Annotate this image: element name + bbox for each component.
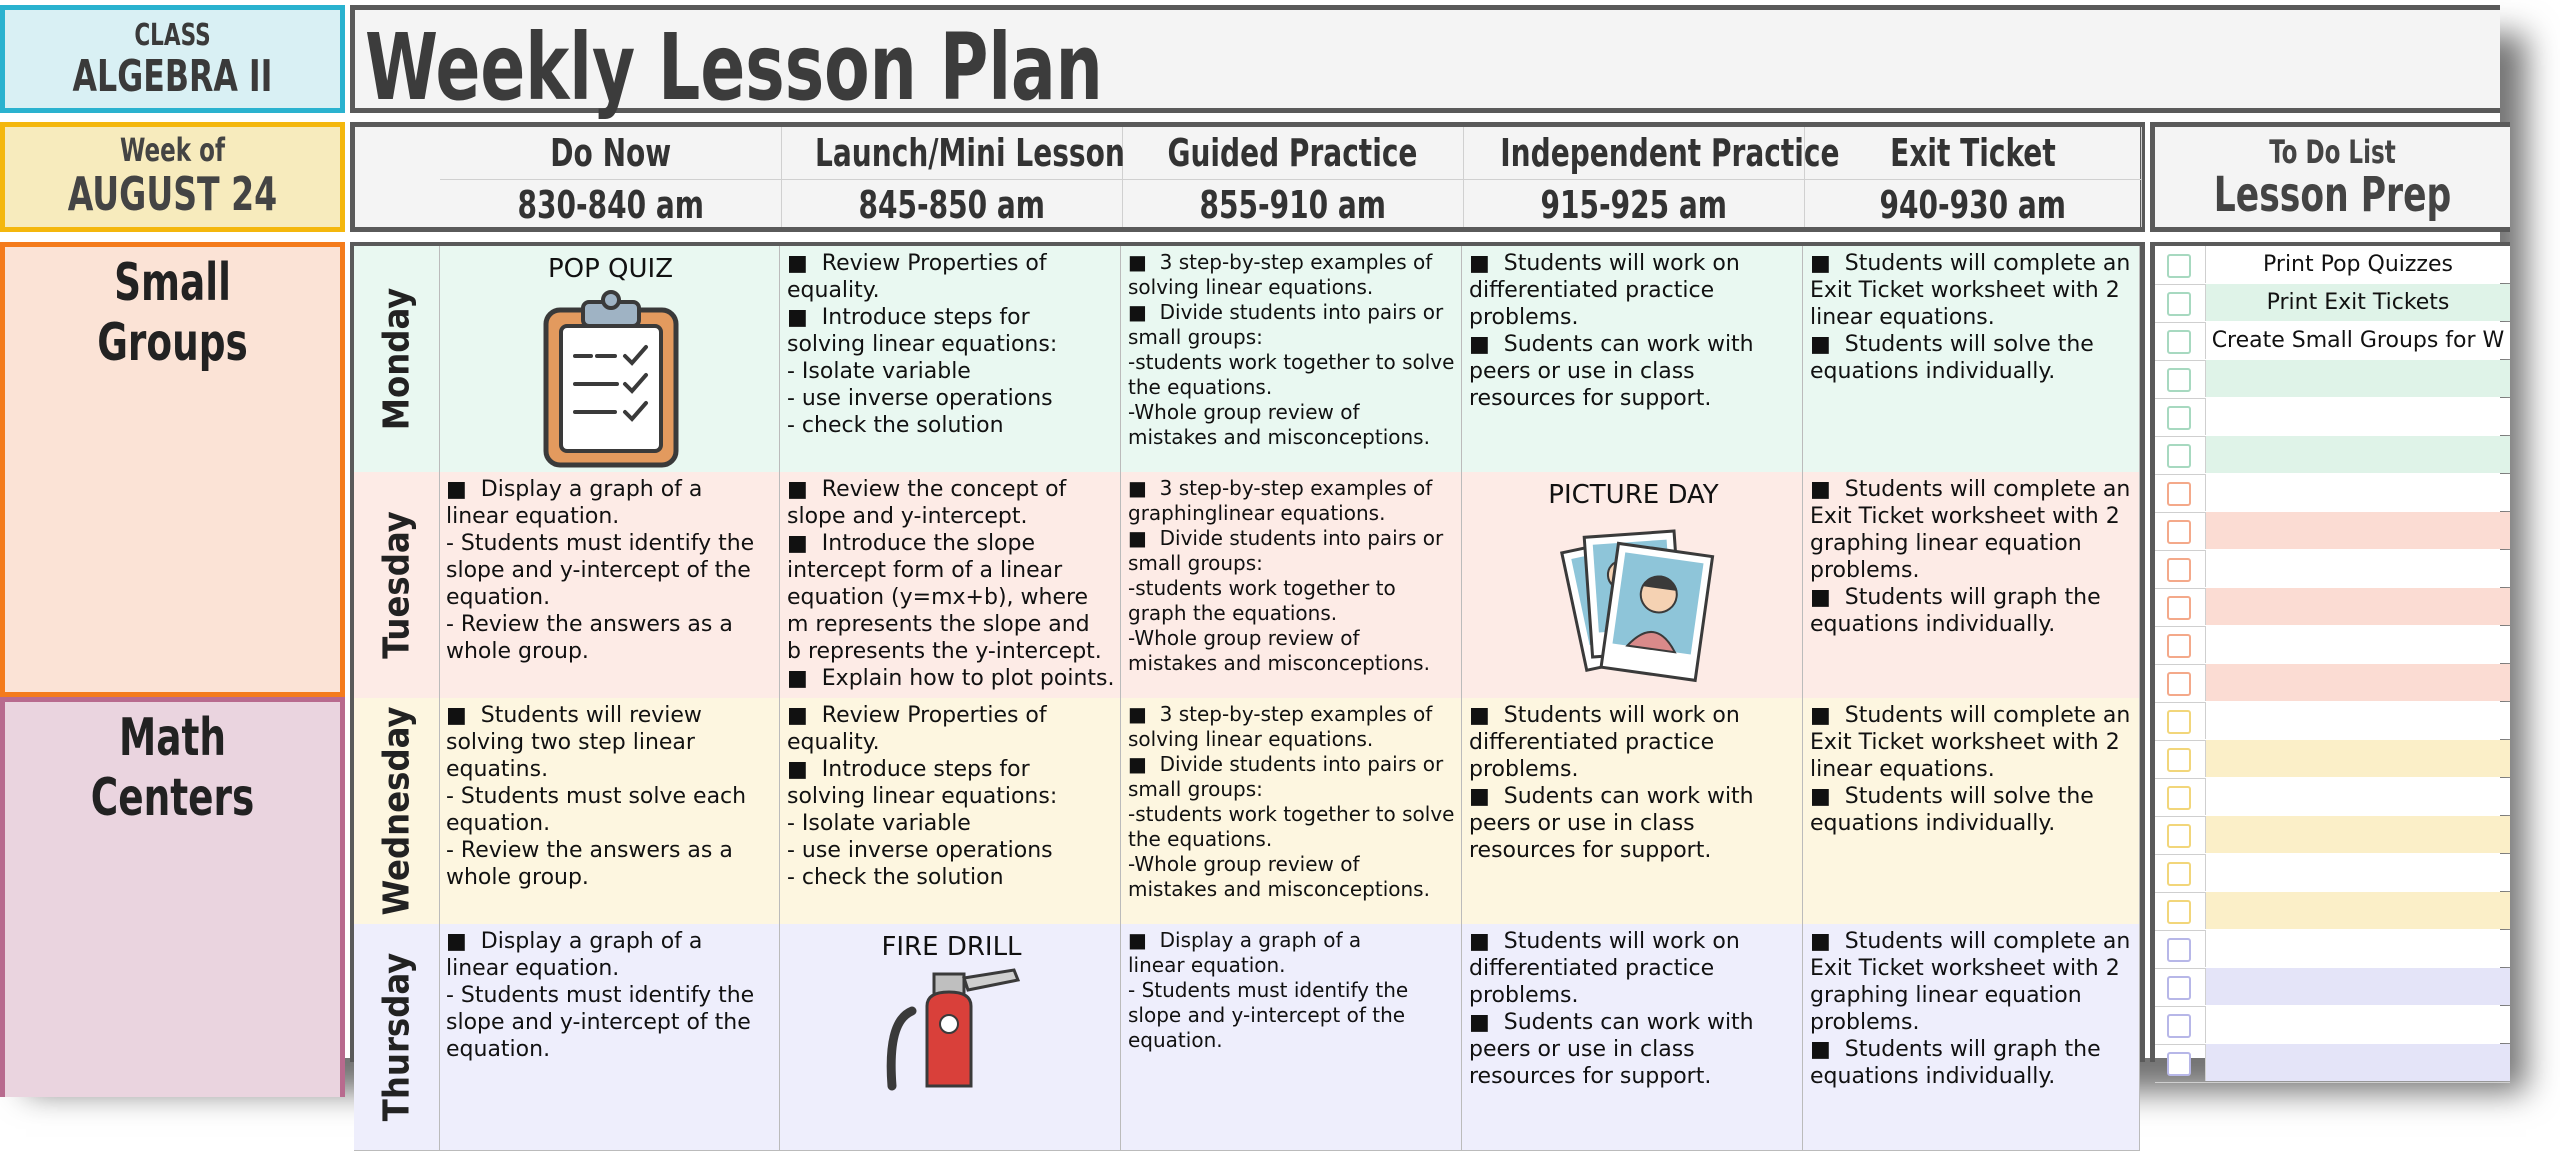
lesson-text: ■ Students will complete an Exit Ticket worksheet with 2 graphing linear equation problems. ■ Students will graph the equations individually.	[1810, 477, 2131, 637]
title-box	[350, 5, 2500, 121]
todo-item-text[interactable]: Print Exit Tickets	[2205, 284, 2510, 321]
clipboard-icon	[446, 288, 775, 468]
todo-row	[2155, 778, 2510, 817]
todo-item-text[interactable]	[2205, 892, 2510, 929]
lesson-cell	[439, 246, 780, 472]
todo-row	[2155, 512, 2510, 551]
todo-item-text[interactable]	[2205, 1044, 2510, 1081]
lesson-cell	[1803, 472, 2140, 698]
todo-row	[2155, 854, 2510, 893]
todo-item-text[interactable]: Create Small Groups for W	[2205, 322, 2510, 359]
lesson-cell	[1121, 698, 1462, 924]
column-header-1	[781, 127, 1123, 227]
lesson-cell	[780, 246, 1121, 472]
todo-item-text[interactable]	[2205, 1006, 2510, 1043]
todo-checkbox[interactable]	[2167, 786, 2191, 810]
event-title: PICTURE DAY	[1548, 480, 1719, 510]
todo-item-text[interactable]	[2205, 550, 2510, 587]
todo-checkbox[interactable]	[2167, 976, 2191, 1000]
lesson-text: ■ Students will complete an Exit Ticket worksheet with 2 linear equations. ■ Students will solve the equations individually.	[1810, 703, 2131, 836]
column-header-2	[1122, 127, 1464, 227]
fire-extinguisher-icon	[787, 966, 1116, 1086]
todo-checkbox[interactable]	[2167, 558, 2191, 582]
week-label: Week of	[120, 131, 225, 169]
photos-icon	[1469, 514, 1798, 694]
column-header-3	[1463, 127, 1840, 227]
todo-row	[2155, 1006, 2510, 1045]
todo-item-text[interactable]	[2205, 398, 2510, 435]
todo-checkbox[interactable]	[2167, 900, 2191, 924]
todo-item-text[interactable]	[2205, 664, 2510, 701]
todo-checkbox[interactable]	[2167, 482, 2191, 506]
todo-item-text[interactable]	[2205, 816, 2510, 853]
event-title: POP QUIZ	[547, 254, 674, 284]
lesson-text: ■ Students will review solving two step linear equatins. - Students must solve each equation. - Review the answers as a whole group.	[446, 703, 747, 890]
lesson-cell	[1121, 246, 1462, 472]
lesson-cell	[1462, 698, 1803, 924]
day-row-thursday	[354, 924, 2140, 1151]
column-name: Launch/Mini Lesson	[815, 131, 1125, 175]
todo-row	[2155, 588, 2510, 627]
category-small-groups-label: Small Groups	[97, 253, 248, 373]
lesson-text: ■ 3 step-by-step examples of solving linear equations. ■ Divide students into pairs or small groups: -students work together to solve the equations. -Whole group review of mistakes and misconceptions.	[1128, 702, 1455, 901]
lesson-cell	[1462, 472, 1803, 698]
todo-row	[2155, 626, 2510, 665]
todo-row	[2155, 436, 2510, 475]
lesson-cell	[1803, 246, 2140, 472]
todo-item-text[interactable]: Print Pop Quizzes	[2205, 246, 2510, 283]
lesson-cell	[1462, 924, 1803, 1150]
day-label	[354, 472, 440, 698]
lesson-text: ■ Students will work on differentiated practice problems. ■ Sudents can work with peers or use in class resources for support.	[1469, 929, 1754, 1089]
class-name: ALGEBRA II	[72, 51, 273, 102]
lesson-text: ■ Students will complete an Exit Ticket worksheet with 2 linear equations. ■ Students will solve the equations individually.	[1810, 251, 2131, 384]
todo-checkbox[interactable]	[2167, 520, 2191, 544]
lesson-cell	[439, 924, 780, 1150]
todo-list	[2150, 242, 2510, 1062]
todo-header	[2150, 122, 2510, 232]
column-time: 845-850 am	[858, 183, 1045, 227]
day-row-wednesday	[354, 698, 2140, 925]
todo-row	[2155, 284, 2510, 323]
day-label	[354, 698, 440, 924]
column-name: Independent Practice	[1500, 131, 1840, 175]
column-time: 830-840 am	[517, 183, 704, 227]
todo-item-text[interactable]	[2205, 930, 2510, 967]
lesson-text: ■ Display a graph of a linear equation. - Students must identify the slope and y-intercept of the equation.	[1128, 928, 1409, 1052]
category-small-groups	[0, 242, 345, 697]
todo-row	[2155, 930, 2510, 969]
lesson-text: ■ 3 step-by-step examples of graphinglinear equations. ■ Divide students into pairs or small groups: -students work together to graph the equations. -Whole group review of mistakes and misconceptions.	[1128, 476, 1444, 675]
todo-row	[2155, 474, 2510, 513]
todo-checkbox[interactable]	[2167, 938, 2191, 962]
lesson-text: ■ 3 step-by-step examples of solving linear equations. ■ Divide students into pairs or small groups: -students work together to solve the equations. -Whole group review of mistakes and misconceptions.	[1128, 250, 1455, 449]
todo-checkbox[interactable]	[2167, 1052, 2191, 1076]
todo-row	[2155, 892, 2510, 931]
page-title: Weekly Lesson Plan	[365, 14, 1103, 121]
lesson-text: ■ Students will work on differentiated practice problems. ■ Sudents can work with peers or use in class resources for support.	[1469, 251, 1754, 411]
lesson-cell	[780, 698, 1121, 924]
todo-item-text[interactable]	[2205, 474, 2510, 511]
todo-checkbox[interactable]	[2167, 330, 2191, 354]
lesson-cell	[1462, 246, 1803, 472]
lesson-cell	[780, 924, 1121, 1150]
todo-checkbox[interactable]	[2167, 862, 2191, 886]
lesson-cell	[780, 472, 1121, 698]
category-math-centers	[0, 697, 345, 1097]
todo-checkbox[interactable]	[2167, 672, 2191, 696]
todo-row	[2155, 968, 2510, 1007]
lesson-text: ■ Students will complete an Exit Ticket worksheet with 2 graphing linear equation problems. ■ Students will graph the equations individually.	[1810, 929, 2131, 1089]
lesson-grid	[350, 242, 2145, 1122]
todo-checkbox[interactable]	[2167, 748, 2191, 772]
todo-row	[2155, 550, 2510, 589]
todo-row	[2155, 740, 2510, 779]
column-header-row	[350, 122, 2145, 232]
todo-label: To Do List	[2269, 133, 2396, 171]
column-name: Do Now	[550, 131, 671, 175]
todo-row	[2155, 322, 2510, 361]
column-time: 940-930 am	[1879, 183, 2066, 227]
lesson-text: ■ Review Properties of equality. ■ Introduce steps for solving linear equations: - Isolate variable - use inverse operations - check the solution	[787, 703, 1058, 890]
todo-checkbox[interactable]	[2167, 710, 2191, 734]
todo-checkbox[interactable]	[2167, 634, 2191, 658]
lesson-text: ■ Display a graph of a linear equation. - Students must identify the slope and y-intercept of the equation.	[446, 929, 755, 1062]
todo-item-text[interactable]	[2205, 968, 2510, 1005]
lesson-text: ■ Display a graph of a linear equation. - Students must identify the slope and y-intercept of the equation. - Review the answers as a whole group.	[446, 477, 755, 664]
todo-item-text[interactable]	[2205, 512, 2510, 549]
column-time: 915-925 am	[1540, 183, 1727, 227]
todo-checkbox[interactable]	[2167, 292, 2191, 316]
day-label	[354, 246, 440, 472]
day-name: Wednesday	[376, 706, 417, 916]
todo-checkbox[interactable]	[2167, 254, 2191, 278]
lesson-cell	[439, 698, 780, 924]
todo-item-text[interactable]	[2205, 626, 2510, 663]
lesson-cell	[1121, 472, 1462, 698]
column-time: 855-910 am	[1199, 183, 1386, 227]
day-name: Tuesday	[376, 511, 417, 659]
week-box	[0, 122, 345, 232]
column-header-4	[1804, 127, 2142, 227]
day-row-tuesday	[354, 472, 2140, 699]
class-label: CLASS	[134, 18, 211, 53]
todo-item-text[interactable]	[2205, 360, 2510, 397]
todo-row	[2155, 398, 2510, 437]
category-math-centers-label: Math Centers	[90, 708, 255, 828]
todo-row	[2155, 246, 2510, 285]
lesson-text: ■ Review the concept of slope and y-intercept. ■ Introduce the slope intercept form of a linear equation (y=mx+b), where m represents the slope and b represents the y-intercept. ■ Explain how to plot points.	[787, 477, 1115, 691]
todo-checkbox[interactable]	[2167, 824, 2191, 848]
todo-item-text[interactable]	[2205, 854, 2510, 891]
todo-checkbox[interactable]	[2167, 368, 2191, 392]
lesson-cell	[439, 472, 780, 698]
column-header-0	[440, 127, 782, 227]
day-label	[354, 924, 440, 1150]
todo-item-text[interactable]	[2205, 740, 2510, 777]
day-name: Monday	[376, 287, 417, 431]
todo-item-text[interactable]	[2205, 588, 2510, 625]
todo-checkbox[interactable]	[2167, 444, 2191, 468]
column-name: Guided Practice	[1167, 131, 1418, 175]
todo-row	[2155, 664, 2510, 703]
class-box	[0, 5, 345, 113]
todo-row	[2155, 702, 2510, 741]
lesson-text: ■ Students will work on differentiated practice problems. ■ Sudents can work with peers or use in class resources for support.	[1469, 703, 1754, 863]
week-date: AUGUST 24	[67, 167, 278, 221]
todo-checkbox[interactable]	[2167, 1014, 2191, 1038]
todo-row	[2155, 1044, 2510, 1083]
column-name: Exit Ticket	[1889, 131, 2056, 175]
lesson-text: ■ Review Properties of equality. ■ Introduce steps for solving linear equations: - Isolate variable - use inverse operations - check the solution	[787, 251, 1058, 438]
todo-item-text[interactable]	[2205, 778, 2510, 815]
day-name: Thursday	[376, 952, 417, 1122]
todo-row	[2155, 360, 2510, 399]
todo-row	[2155, 816, 2510, 855]
lesson-cell	[1803, 698, 2140, 924]
todo-item-text[interactable]	[2205, 436, 2510, 473]
lesson-cell	[1803, 924, 2140, 1150]
lesson-cell	[1121, 924, 1462, 1150]
day-row-monday	[354, 246, 2140, 473]
event-title: FIRE DRILL	[881, 932, 1022, 962]
todo-item-text[interactable]	[2205, 702, 2510, 739]
todo-title: Lesson Prep	[2213, 167, 2452, 223]
todo-checkbox[interactable]	[2167, 406, 2191, 430]
todo-checkbox[interactable]	[2167, 596, 2191, 620]
